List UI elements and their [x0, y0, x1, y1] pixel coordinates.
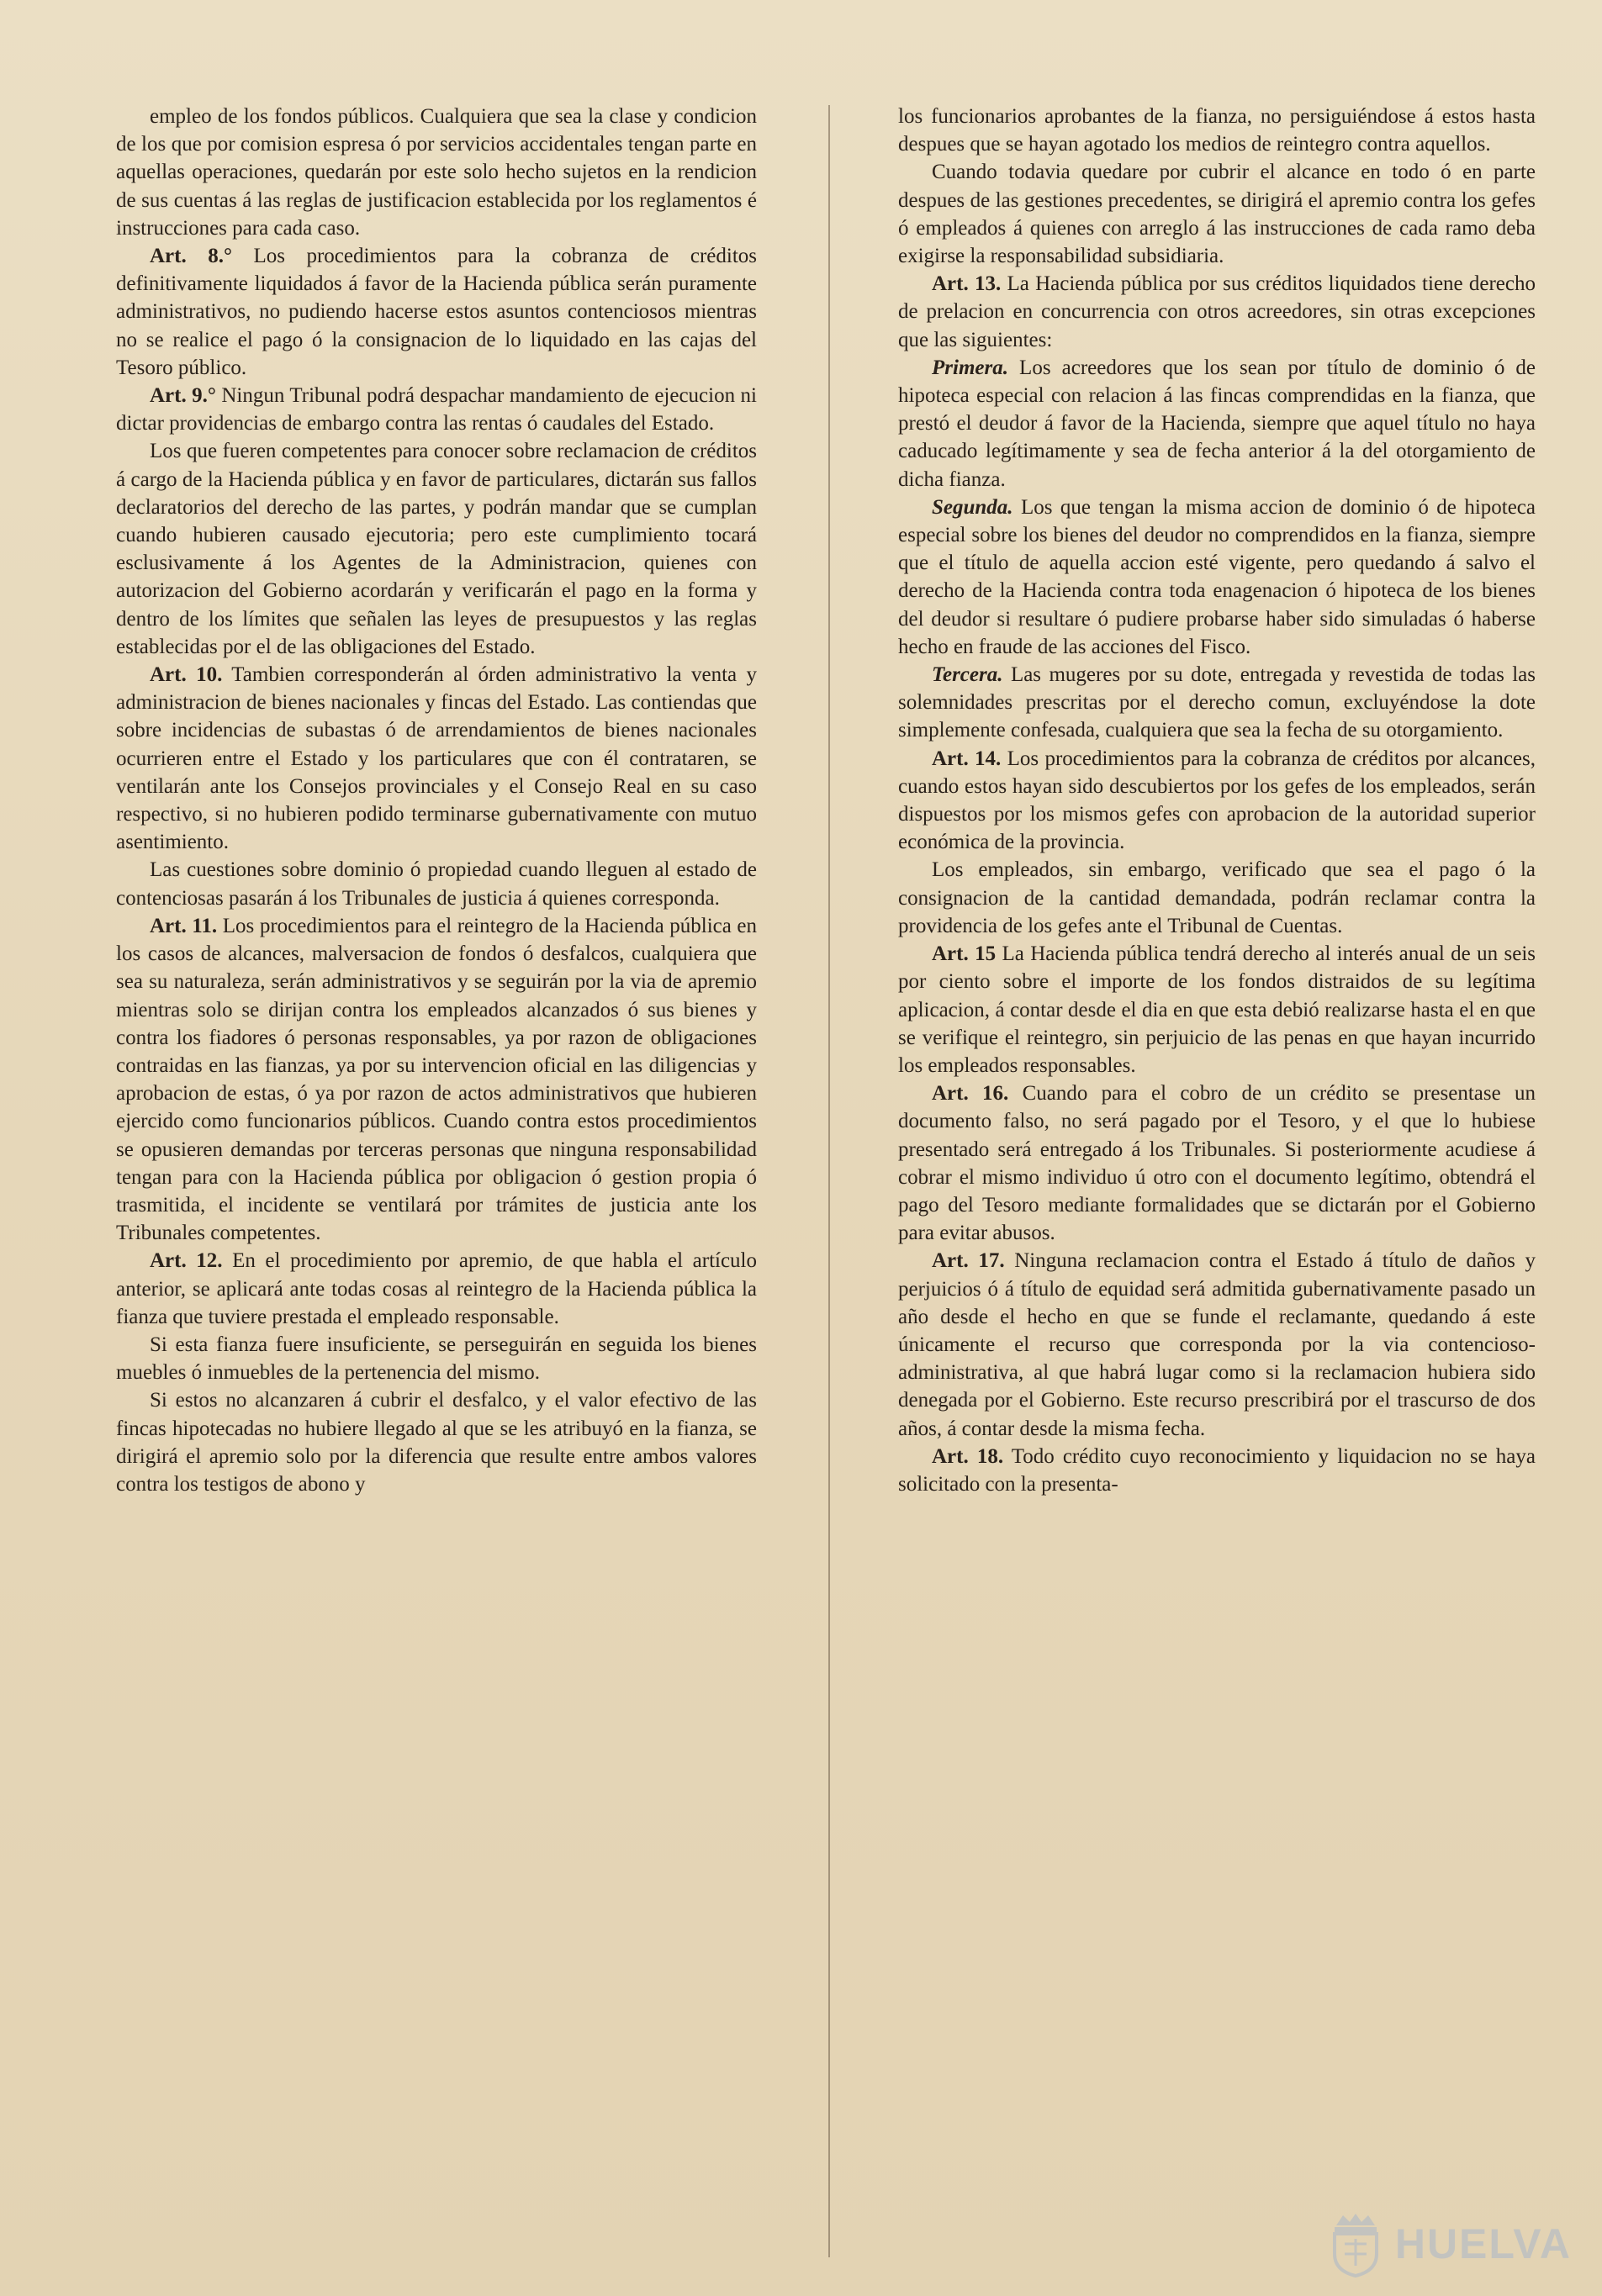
ordinal-heading: Segunda.	[932, 495, 1013, 519]
paragraph-text: Los que tengan la misma accion de dominio ó de hipoteca especial sobre los bienes del deudor no comprendidos en la fianza, siempre que el título de aquella accion esté vigente, pero quedando á salvo el derecho de la Hacienda contra toda enagenacion ó hipoteca de los bienes del deudor si resultare ó pudiere probarse haber sido simuladas ó haberse hecho en fraude de las acciones del Fisco.	[898, 495, 1536, 658]
paragraph-text: Los que fueren competentes para conocer sobre reclamacion de créditos á cargo de la Hacienda pública y en favor de particulares, dictarán sus fallos declaratorios del derecho de las partes, y podrán mandar que se cumplan cuando hubieren causado ejecutoria; pero este cumplimiento tocará esclusivamente á los Agentes de la Administracion, quienes con autorizacion del Gobierno acordarán y verificarán el pago en la forma y dentro de los límites que señalen las leyes de presupuestos y las reglas establecidas por el de las obligaciones del Estado.	[116, 440, 757, 658]
article-number: Art. 10.	[150, 663, 223, 687]
article-number: Art. 16.	[932, 1082, 1009, 1106]
left_column-paragraph	[116, 1247, 757, 1331]
article-number: Art. 8.°	[150, 245, 232, 268]
right_column-paragraph	[898, 494, 1536, 661]
article-number: Art. 15	[932, 942, 997, 966]
paragraph-text: Si estos no alcanzaren á cubrir el desfalco, y el valor efectivo de las fincas hipotecadas no hubiere llegado al que se les atribuyó en la fianza, se dirigirá el apremio solo por la diferencia que resulte entre ambos valores contra los testigos de abono y	[116, 1389, 757, 1496]
paragraph-text: empleo de los fondos públicos. Cualquiera que sea la clase y condicion de los que por comision espresa ó por servicios accidentales tengan parte en aquellas operaciones, quedarán por este solo hecho sujetos en la rendicion de sus cuentas á las reglas de justificacion establecida por los reglamentos é instrucciones para cada caso.	[116, 105, 757, 240]
paragraph-text: Si esta fianza fuere insuficiente, se perseguirán en seguida los bienes muebles ó inmuebles de la pertenencia del mismo.	[116, 1333, 757, 1385]
left_column-paragraph	[116, 912, 757, 1247]
left_column-paragraph	[116, 103, 757, 242]
article-number: Art. 14.	[932, 747, 1002, 770]
paragraph-text: Ninguna reclamacion contra el Estado á título de daños y perjuicios ó á título de equidad será admitida gubernativamente pasado un año desde el hecho en que se funde el reclamante, quedando á este únicamente el recurso que corresponda por la via contencioso-administrativa, al que habrá lugar como si la reclamacion hubiera sido denegada por el Gobierno. Este recurso prescribirá por el trascurso de dos años, á contar desde la misma fecha.	[898, 1249, 1536, 1440]
paragraph-text: Las cuestiones sobre dominio ó propiedad cuando lleguen al estado de contenciosas pasarán á los Tribunales de justicia á quienes corresponda.	[116, 858, 757, 910]
watermark-text: HUELVA	[1394, 2220, 1572, 2267]
paragraph-text: En el procedimiento por apremio, de que habla el artículo anterior, se aplicará ante todas cosas al reintegro de la Hacienda pública la fianza que tuviere prestada el empleado responsable.	[116, 1249, 758, 1328]
article-number: Art. 17.	[932, 1249, 1005, 1273]
right_column-paragraph	[898, 354, 1536, 494]
left_column-paragraph	[116, 661, 757, 856]
ordinal-heading: Primera.	[932, 356, 1008, 379]
right_column-paragraph	[898, 661, 1536, 745]
paragraph-text: Cuando para el cobro de un crédito se presentase un documento falso, no será pagado por el Tesoro, y el que lo hubiese presentado será entregado á los Tribunales. Si posteriormente acudiese á cobrar el mismo individuo ú otro con el documento legítimo, obtendrá el pago del Tesoro mediante formalidades que se dictarán por el Gobierno para evitar abusos.	[898, 1082, 1536, 1245]
paragraph-text: Los procedimientos para la cobranza de créditos por alcances, cuando estos hayan sido descubiertos por los gefes de los empleados, serán dispuestos por los mismos gefes con aprobacion de la autoridad superior económica de la provincia.	[898, 747, 1536, 854]
right_column-paragraph	[898, 103, 1536, 158]
right_column-paragraph	[898, 745, 1536, 857]
paragraph-text: los funcionarios aprobantes de la fianza, no persiguiéndose á estos hasta despues que se hayan agotado los medios de reintegro contra aquellos.	[898, 105, 1536, 156]
left-column	[116, 103, 757, 1498]
paragraph-text: La Hacienda pública por sus créditos liquidados tiene derecho de prelacion en concurrencia con otros acreedores, sin otras excepciones que las siguientes:	[898, 272, 1536, 351]
left_column-paragraph	[116, 382, 757, 437]
left_column-paragraph	[116, 1331, 757, 1386]
right_column-paragraph	[898, 158, 1536, 270]
crowned-shield-icon	[1326, 2210, 1385, 2278]
article-number: Art. 13.	[932, 272, 1002, 296]
archive-watermark	[1326, 2210, 1572, 2278]
paragraph-text: Los procedimientos para el reintegro de la Hacienda pública en los casos de alcances, malversacion de fondos ó desfalcos, cualquiera que sea su naturaleza, serán administrativos y se seguirán por la via de apremio mientras solo se dirijan contra los empleados alcanzados ó sus bienes y contra los fiadores ó personas responsables, ya por razon de obligaciones contraidas en las fianzas, ya por su intervencion oficial en las diligencias y aprobacion de estas, ó ya por razon de actos administrativos que hubieren ejercido como funcionarios públicos. Cuando contra estos procedimientos se opusieren demandas por terceras personas que ninguna responsabilidad tengan para con la Hacienda pública por obligacion ó gestion propia ó trasmitida, el incidente se ventilará por trámites de justicia ante los Tribunales competentes.	[116, 914, 757, 1245]
article-number: Art. 12.	[150, 1249, 223, 1273]
paragraph-text: Los acreedores que los sean por título de dominio ó de hipoteca especial con relacion á las fincas comprendidas en la fianza, que prestó el deudor á favor de la Hacienda, siempre que aquel título no haya caducado legítimamente y sea de fecha anterior á la del otorgamiento de dicha fianza.	[898, 356, 1536, 491]
article-number: Art. 9.°	[150, 384, 216, 408]
paragraph-text: Cuando todavia quedare por cubrir el alcance en todo ó en parte despues de las gestiones precedentes, se dirigirá el apremio contra los gefes ó empleados á quienes con arreglo á las instrucciones de cada ramo deba exigirse la responsabilidad subsidiaria.	[898, 161, 1536, 268]
paragraph-text: Ningun Tribunal podrá despachar mandamiento de ejecucion ni dictar providencias de embargo contra las rentas ó caudales del Estado.	[116, 384, 757, 435]
left_column-paragraph	[116, 437, 757, 661]
paragraph-text: Los empleados, sin embargo, verificado que sea el pago ó la consignacion de la cantidad demandada, podrán reclamar contra la providencia de los gefes ante el Tribunal de Cuentas.	[898, 858, 1536, 937]
column-divider	[828, 105, 830, 2257]
right_column-paragraph	[898, 1247, 1536, 1442]
right_column-paragraph	[898, 270, 1536, 354]
paragraph-text: Todo crédito cuyo reconocimiento y liquidacion no se haya solicitado con la presenta-	[898, 1444, 1536, 1496]
paragraph-text: Tambien corresponderán al órden administrativo la venta y administracion de bienes nacionales y fincas del Estado. Las contiendas que sobre incidencias de subastas ó de arrendamientos de bienes nacionales ocurrieren entre el Estado y los particulares que con él contrataren, se ventilarán ante los Consejos provinciales y el Consejo Real en su caso respectivo, si no hubieren podido terminarse gubernativamente con mutuo asentimiento.	[116, 663, 757, 854]
article-number: Art. 11.	[150, 914, 218, 937]
left_column-paragraph	[116, 1386, 757, 1498]
left_column-paragraph	[116, 856, 757, 911]
right-column	[898, 103, 1536, 1498]
right_column-paragraph	[898, 1443, 1536, 1498]
right_column-paragraph	[898, 940, 1536, 1079]
ordinal-heading: Tercera.	[932, 663, 1003, 687]
paragraph-text: Las mugeres por su dote, entregada y revestida de todas las solemnidades prescritas por el derecho comun, excluyéndose la dote simplemente confesada, cualquiera que sea la fecha de su otorgamiento.	[898, 663, 1536, 742]
right_column-paragraph	[898, 856, 1536, 940]
paragraph-text: Los procedimientos para la cobranza de créditos definitivamente liquidados á favor de la Hacienda pública serán puramente administrativos, no pudiendo hacerse estos asuntos contenciosos mientras no se realice el pago ó la consignacion de lo liquidado en las cajas del Tesoro público.	[116, 245, 757, 379]
paragraph-text: La Hacienda pública tendrá derecho al interés anual de un seis por ciento sobre el importe de los fondos distraidos de su legítima aplicacion, á contar desde el dia en que esta debió realizarse hasta el en que se verifique el reintegro, sin perjuicio de las penas en que hayan incurrido los empleados responsables.	[898, 942, 1536, 1077]
article-number: Art. 18.	[932, 1444, 1004, 1468]
left_column-paragraph	[116, 242, 757, 382]
right_column-paragraph	[898, 1079, 1536, 1247]
